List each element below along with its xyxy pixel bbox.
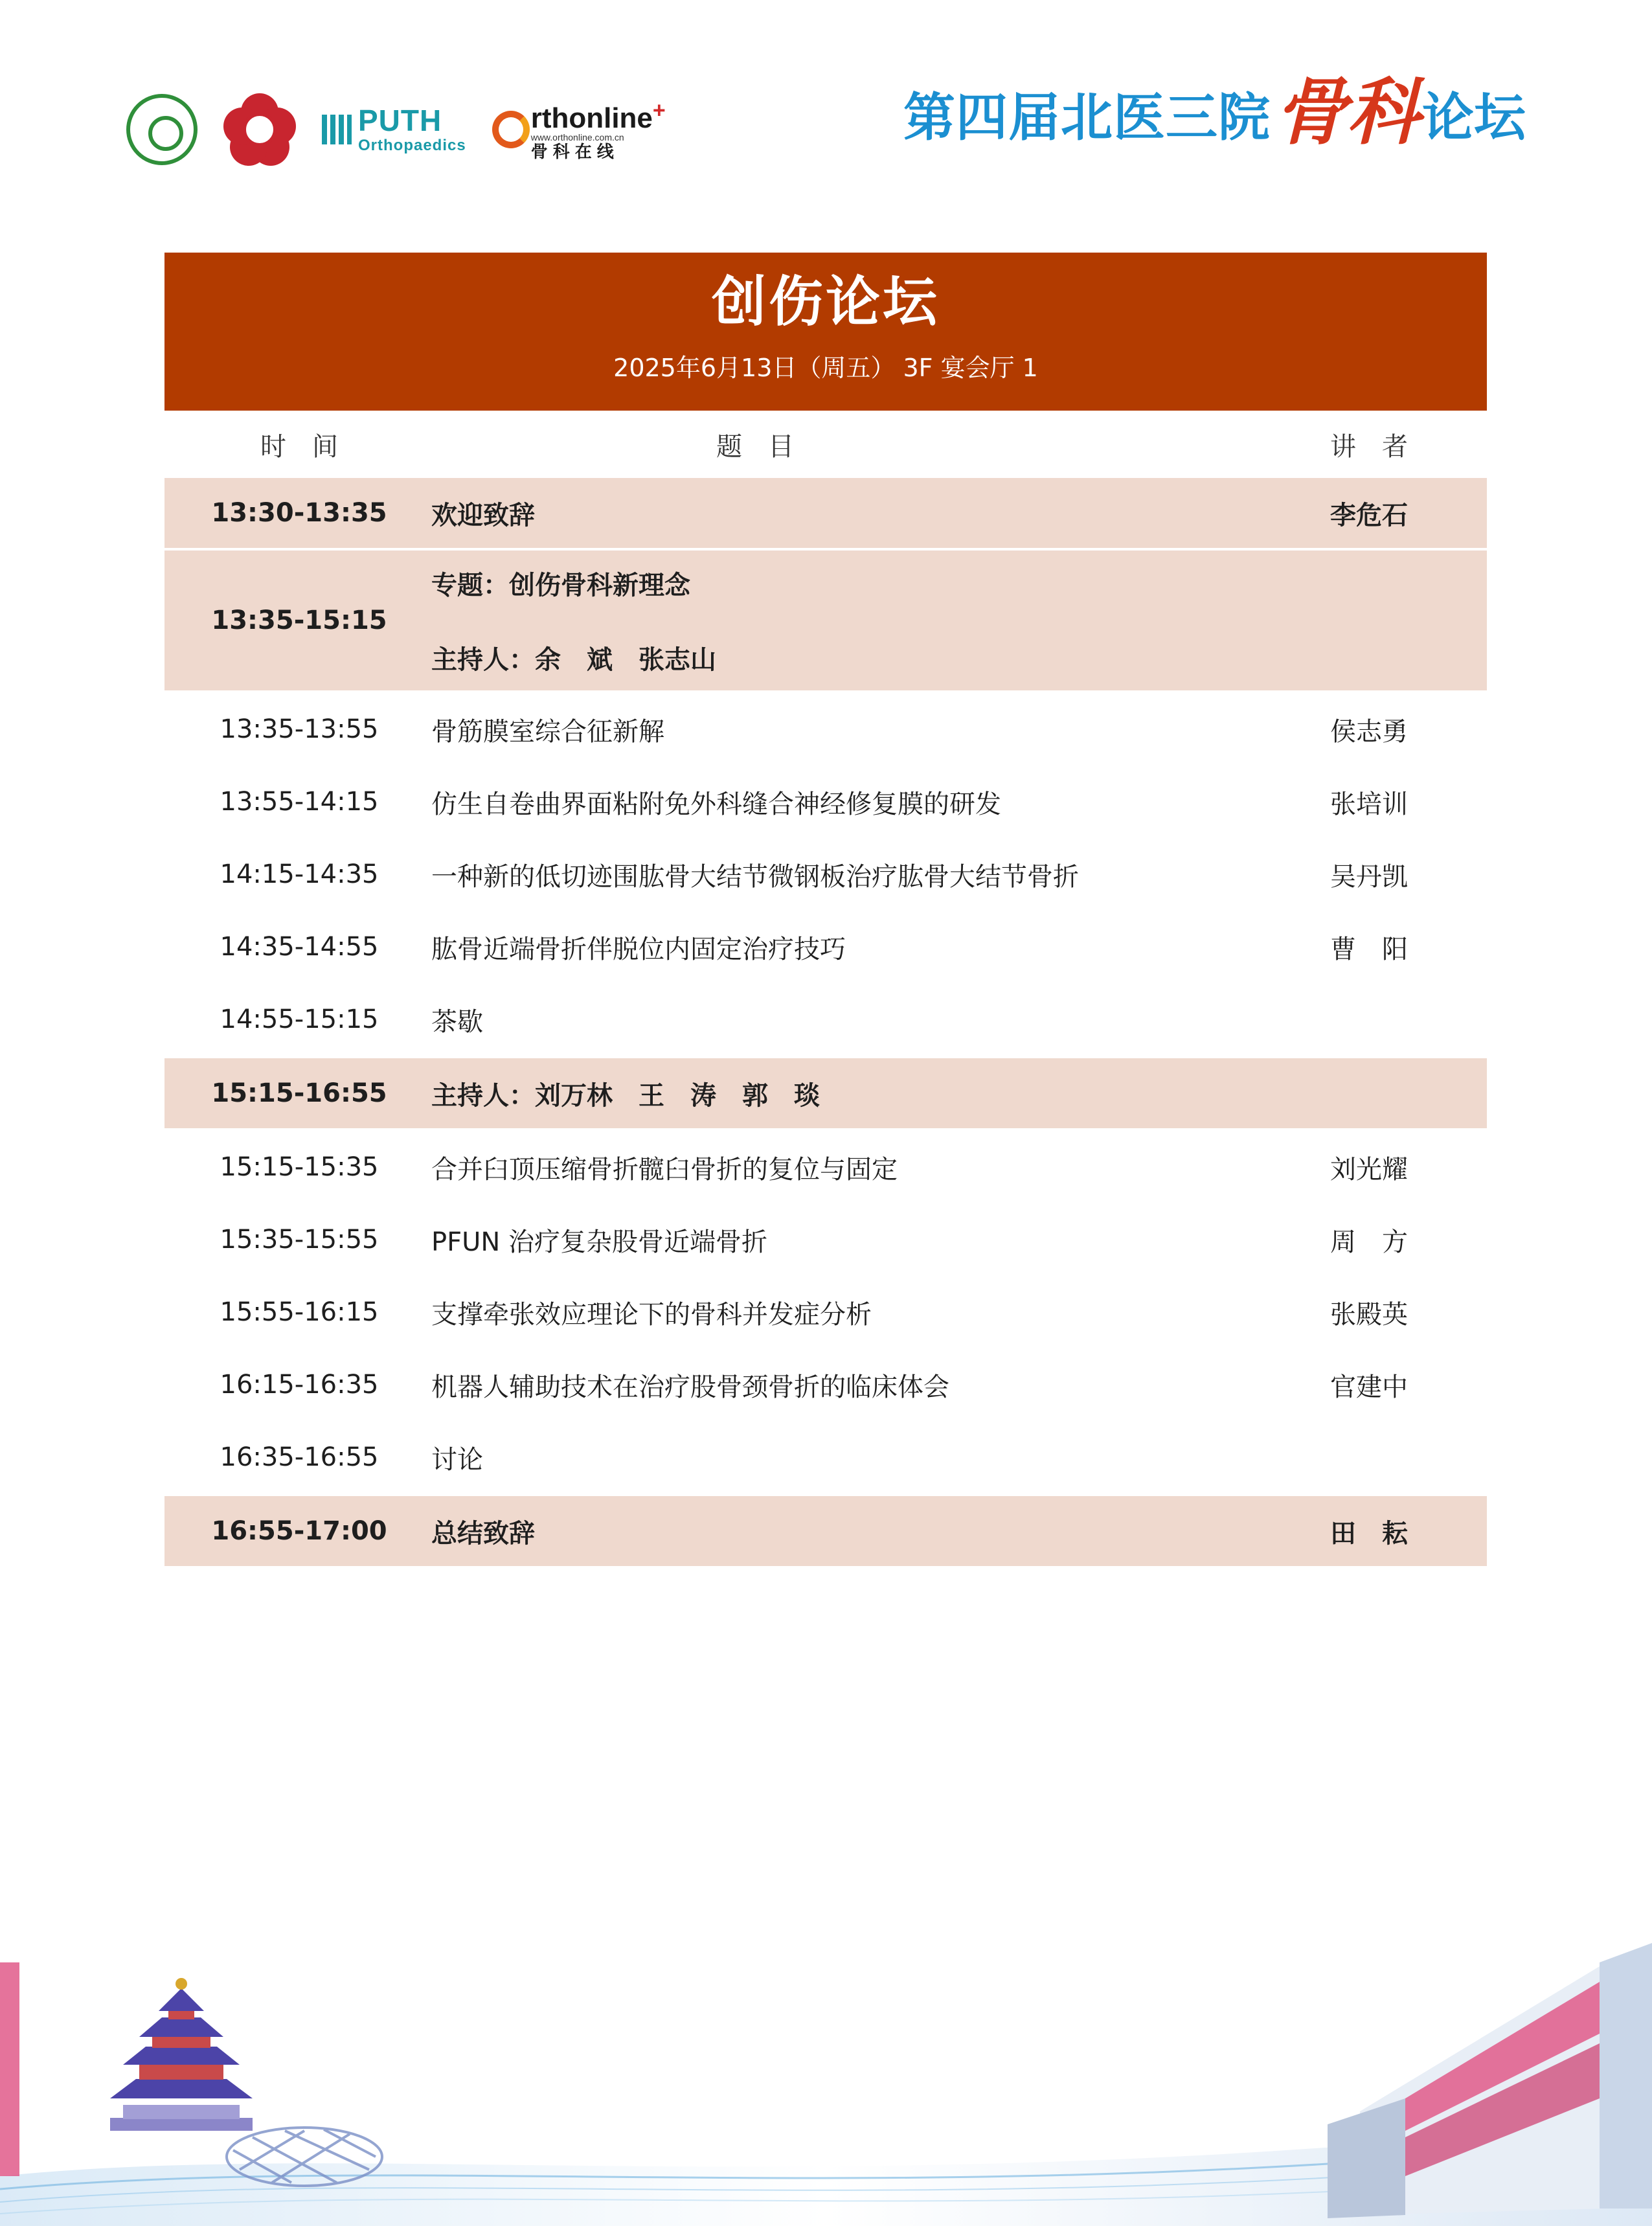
row-time: 14:35-14:55 (220, 932, 379, 962)
row-speaker: 官建中 (1330, 1372, 1408, 1402)
brand-title-part3: 论坛 (1422, 87, 1526, 148)
aging-association-logo (126, 94, 198, 165)
row-time: 15:35-15:55 (220, 1225, 379, 1255)
table-header (164, 413, 1487, 475)
row-speaker (1330, 1421, 1460, 1493)
hospital-building-icon (1328, 1943, 1652, 2218)
session-title: 创伤论坛 (711, 270, 940, 334)
row-time: 13:35-15:15 (211, 606, 387, 635)
row-speaker: 曹 阳 (1330, 934, 1408, 964)
row-speaker: 田 耘 (1330, 1518, 1408, 1549)
brand-title-part1: 第四届北医三院 (903, 87, 1271, 148)
table-row (164, 1496, 1487, 1566)
table-row (164, 551, 1487, 690)
orthonline-cn-label: 骨科在线 (530, 141, 619, 161)
row-speaker: 侯志勇 (1330, 716, 1408, 747)
row-topic: 茶歇 (431, 1006, 483, 1037)
row-topic: 主持人：刘万林 王 涛 郭 琰 (431, 1080, 820, 1111)
puth-mark-icon (322, 115, 352, 144)
row-topic: 骨筋膜室综合征新解 (431, 716, 664, 747)
row-speaker (1330, 551, 1460, 690)
orthonline-logo (492, 99, 666, 160)
row-topic: 一种新的低切迹围肱骨大结节微钢板治疗肱骨大结节骨折 (431, 861, 1079, 892)
table-row (164, 983, 1487, 1056)
row-speaker: 张殿英 (1330, 1299, 1408, 1330)
row-time: 16:35-16:55 (220, 1442, 379, 1472)
orthopaedics-label: Orthopaedics (358, 137, 466, 154)
brand-title-part2: 骨科 (1274, 70, 1420, 155)
table-row (164, 1058, 1487, 1128)
row-time: 15:15-16:55 (211, 1078, 387, 1108)
row-topic: 合并臼顶压缩骨折髋臼骨折的复位与固定 (431, 1154, 898, 1185)
partner-logos (126, 91, 666, 168)
row-time: 16:55-17:00 (211, 1516, 387, 1546)
table-row (164, 478, 1487, 548)
orthonline-o-icon (492, 111, 530, 148)
row-speaker: 刘光耀 (1330, 1154, 1408, 1185)
row-time: 14:15-14:35 (220, 859, 379, 889)
row-topic-title: 专题：创伤骨科新理念 (431, 571, 690, 600)
table-row (164, 1421, 1487, 1493)
row-topic: 支撑牵张效应理论下的骨科并发症分析 (431, 1299, 872, 1330)
table-row (164, 1348, 1487, 1421)
row-speaker (1330, 983, 1460, 1056)
header-speaker: 讲 者 (1330, 431, 1408, 462)
row-topic: 肱骨近端骨折伴脱位内固定治疗技巧 (431, 934, 846, 964)
row-topic: 总结致辞 (431, 1518, 535, 1549)
orthonline-url: www.orthonline.com.cn (530, 131, 624, 142)
row-time: 14:55-15:15 (220, 1005, 379, 1034)
row-time: 15:15-15:35 (220, 1152, 379, 1182)
temple-of-heaven-icon (110, 1978, 253, 2131)
row-topic: 讨论 (431, 1444, 483, 1475)
table-row (164, 911, 1487, 983)
session-date-venue: 2025年6月13日（周五） 3F 宴会厅 1 (613, 353, 1038, 382)
row-speaker: 李危石 (1330, 500, 1408, 530)
footer-illustration (0, 1904, 1652, 2226)
row-time: 13:35-13:55 (220, 714, 379, 744)
orthonline-label: rthonline (530, 102, 653, 134)
row-speaker (1330, 1058, 1460, 1128)
row-speaker: 张培训 (1330, 789, 1408, 819)
row-topic (431, 551, 1312, 690)
session-banner (164, 253, 1487, 411)
table-row (164, 1203, 1487, 1276)
schedule-table (164, 413, 1487, 1569)
table-row (164, 766, 1487, 838)
row-topic-moderators: 主持人：余 斌 张志山 (431, 645, 716, 675)
row-time: 16:15-16:35 (220, 1370, 379, 1400)
row-time: 15:55-16:15 (220, 1297, 379, 1327)
row-topic: PFUN 治疗复杂股骨近端骨折 (431, 1227, 768, 1257)
row-speaker: 吴丹凯 (1330, 861, 1408, 892)
table-row (164, 693, 1487, 766)
row-topic: 仿生自卷曲界面粘附免外科缝合神经修复膜的研发 (431, 789, 1001, 819)
header-topic: 题 目 (716, 431, 794, 462)
table-row (164, 838, 1487, 911)
table-row (164, 1276, 1487, 1348)
puth-label: PUTH (358, 104, 442, 137)
hospital-emblem-logo (223, 93, 296, 166)
row-topic: 机器人辅助技术在治疗股骨颈骨折的临床体会 (431, 1372, 949, 1402)
row-time: 13:30-13:35 (211, 498, 387, 528)
row-topic: 欢迎致辞 (431, 500, 535, 530)
header-time: 时 间 (260, 431, 338, 462)
puth-orthopaedics-logo (322, 106, 466, 153)
orthonline-plus: + (652, 98, 666, 123)
forum-brand-title (903, 70, 1526, 155)
table-row (164, 1131, 1487, 1203)
row-speaker: 周 方 (1330, 1227, 1408, 1257)
row-time: 13:55-14:15 (220, 787, 379, 817)
